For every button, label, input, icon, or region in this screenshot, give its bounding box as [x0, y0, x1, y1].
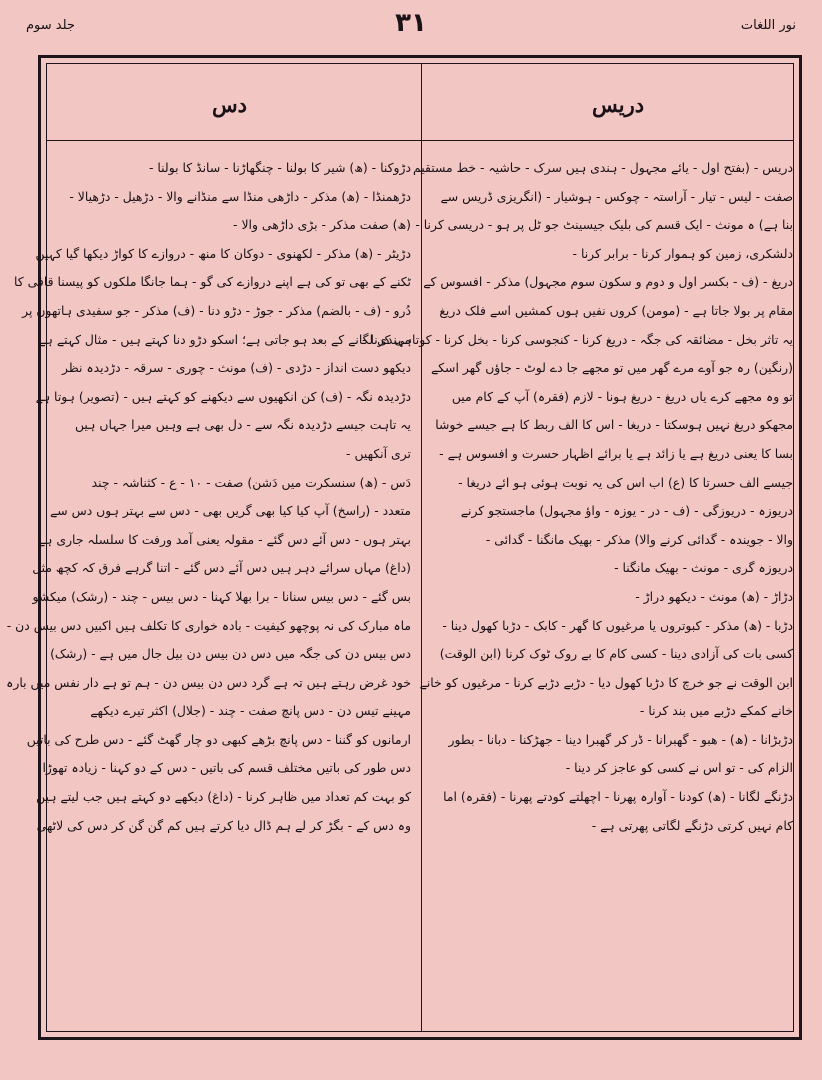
page-number: ۳۱: [395, 8, 427, 38]
text-line: تری آنکھیں -: [346, 445, 411, 461]
text-line: متعدد - (راسخ) آپ کیا کیا بھی گریں بھی - دس سے بہتر ہوں دس سے: [49, 503, 411, 519]
left-column-heading: دس: [212, 92, 247, 117]
text-line: دڑوکنا - (ھ) شیر کا بولنا - چنگھاڑنا - سانڈ کا بولنا -: [149, 160, 411, 175]
text-line: یہ تاثر بخل - مضائقہ کی جگہ - دریغ کرنا - کنجوسی کرنا - بخل کرنا - کوتاہی کرنا -: [362, 331, 793, 347]
text-line: خود غرض رہتے ہیں تہ ہے گرد دس دن بیس دن - ہم تو ہے دار نفس میں بارہ: [6, 674, 411, 690]
text-line: دیکھو دست انداز - دڑدی - (ف) مونث - چوری - سرقہ - دڑدیدہ نظر: [61, 360, 411, 376]
text-line: دڑھمنڈا - (ھ) مذکر - داڑھی منڈا سے منڈانے والا - دڑھیل - دڑھیالا -: [69, 188, 411, 204]
text-line: مجھکو دریغ نہیں ہوسکتا - دریغا - اس کا الف ربط کا ہے جیسے خوشا: [435, 417, 793, 433]
text-line: دڑیٹر - (ھ) مذکر - لکھنوی - دوکان کا منھ - دروازے کا کواڑ دیکھا گیا کہیں: [35, 245, 411, 261]
text-line: ٹکنے کے بھی تو کی ہے اپنے دروازے کی گو - ہما جانگا ملکوں کو پیسنا قافی کا: [13, 274, 411, 290]
text-line: کسی بات کی آزادی دینا - کسی کام کا بے روک ٹوک کرنا (ابن الوقت): [439, 646, 793, 662]
text-line: دَس - (ھ) سنسکرت میں دَشن) صفت - ۱۰ - ع - کثناشہ - چند: [91, 474, 411, 490]
text-line: بہتر ہوں - دس آئے دس گئے - مقولہ یعنی آمد ورفت کا سلسلہ جاری ہے: [37, 531, 411, 547]
text-line: دڑبڑانا - (ھ) - ھبو - گھبرانا - ڈر کر گھبرا دینا - جھڑکنا - دبانا - بطور: [448, 731, 793, 747]
column-divider: [421, 64, 422, 1031]
text-line: تو وہ مجھے کرے یاں دریغ - دریغ ہونا - لازم (فقرہ) آپ کے کام میں: [451, 388, 793, 404]
text-line: (رنگین) رہ جو آوے مرے گھر میں تو مجھے جا دے لوٹ - جاؤں گھر اسکے: [430, 360, 793, 376]
text-line: دریغ - (ف - بکسر اول و دوم و سکون سوم مجہول) مذکر - افسوس کے: [423, 274, 793, 290]
text-line: مہندی لگانے کے بعد ہو جاتی ہے؛ اسکو دڑو دنا کہتے ہیں - مثال کہتے ہے: [38, 331, 411, 347]
text-line: (داغ) مہاں سرائے دہر ہیں دس آئے دس گئے - اتنا گرہے فرق کہ کچھ مثل: [32, 560, 411, 576]
text-line: دُرو - (ف - بالضم) مذکر - جوڑ - دڑو دنا - (ف) مذکر - جو سفیدی ہاتھوں پر: [22, 302, 411, 318]
text-line: ابن الوقت نے جو خرچ کا دڑبا کھول دیا - دڑبے دڑبے کرنا - مرغیوں کو خانے: [419, 674, 793, 690]
dictionary-title: نور اللغات: [740, 18, 796, 33]
text-line: صفت - لیس - تیار - آراستہ - چوکس - ہوشیار - (انگریزی ڈریس سے: [440, 188, 793, 204]
text-line: دریوزہ - دریوزگی - (ف - در - یوزہ - واؤ مجہول) ماجستجو کرنے: [460, 503, 793, 519]
volume-label: جلد سوم: [26, 18, 75, 33]
text-line: دڑبا - (ھ) مذکر - کبوتروں یا مرغیوں کا گھر - کابک - دڑبا کھول دینا -: [442, 617, 793, 633]
text-line: دریوزہ گری - مونث - بھیک مانگنا -: [614, 560, 793, 576]
text-line: ماہ مبارک کی نہ پوچھو کیفیت - بادہ خواری کا تکلف ہیں اکبیں دس بیس دن -: [6, 617, 411, 633]
text-line: یہ تاہت جیسے دڑدیدہ نگہ سے - دل بھی ہے وہیں میرا جہاں ہیں: [75, 417, 411, 433]
text-line: دریس - (بفتح اول - یائے مجہول - ہندی ہیں سرک - حاشیہ - خط مستقیم: [413, 160, 793, 175]
text-line: بسا کا یعنی دریغ ہے یا زائد ہے یا برائے اظہار حسرت و افسوس ہے -: [439, 445, 793, 461]
text-line: خانے کمکے دڑبے میں بند کرنا -: [639, 703, 793, 719]
text-line: ارمانوں کو گننا - دس پانچ بڑھے کبھی دو چار گھٹ گئے - دس طرح کی باتیں: [26, 731, 411, 747]
text-line: والا - جویندہ - گدائی کرنے والا) مذکر - بھیک مانگنا - گدائی -: [485, 531, 793, 547]
text-line: بس گئے - دس بیس سنانا - برا بھلا کہنا - دس بیس - چند - (رشک) میکشو: [32, 588, 411, 604]
text-line: الزام کی - تو اس نے کسی کو عاجز کر دینا -: [565, 760, 793, 776]
text-line: (ھ) صفت مذکر - بڑی داڑھی والا -: [233, 217, 411, 233]
right-column-heading: دریس: [592, 92, 645, 117]
text-line: کام نہیں کرتی دڑنگے لگاتی پھرتی ہے -: [591, 817, 793, 833]
text-line: دس طور کی باتیں مختلف قسم کی باتیں - دس کے دو کہنا - زیادہ تھوڑا: [42, 760, 411, 776]
header-rule: [47, 140, 793, 141]
text-line: دڑاڑ - (ھ) مونث - دیکھو دراڑ -: [635, 588, 793, 604]
text-line: مہینے تیس دن - دس پانچ صفت - چند - (جلال) اکثر تیرے دیکھے: [90, 703, 411, 719]
text-line: دلشکری، زمین کو ہموار کرنا - برابر کرنا -: [572, 245, 793, 261]
text-line: بنا ہے) ہ مونث - ایک قسم کی بلیک جیسینٹ جو ٹل پر ہو - دریسی کرنا -: [415, 217, 793, 233]
page-frame-inner: [6, 63, 794, 1032]
left-column-text: [6, 154, 411, 1023]
text-line: دڑدیدہ نگہ - (ف) کن انکھیوں سے دیکھنے کو کہتے ہیں - (تصویر) ہوتا ہے: [35, 388, 411, 404]
page-frame: [6, 55, 802, 1040]
text-line: کو بہت کم تعداد میں ظاہر کرنا - (داغ) دیکھے دو کہتے ہیں جب لیتے ہیں: [36, 789, 411, 805]
text-line: وہ دس کے - بگڑ کر لے ہم ڈال دیا کرتے ہیں کم گن گن کر دس کی لاٹھی: [36, 817, 411, 833]
running-head: [26, 8, 796, 48]
text-line: مقام پر بولا جاتا ہے - (مومن) کروں نفیں ہوں کمشیں اسے فلک دریغ: [439, 302, 793, 318]
text-line: دڑنگے لگانا - (ھ) کودنا - آوارہ پھرنا - اچھلتے کودتے پھرنا - (فقرہ) اما: [443, 789, 793, 805]
text-line: دس بیس دن کی جگہ میں دس دن بیس دن بیل جال میں ہے - (رشک): [50, 646, 411, 662]
text-line: جیسے الف حسرتا کا (ع) اب اس کی یہ نوبت ہوئی ہو ائے دریغا -: [458, 474, 793, 490]
